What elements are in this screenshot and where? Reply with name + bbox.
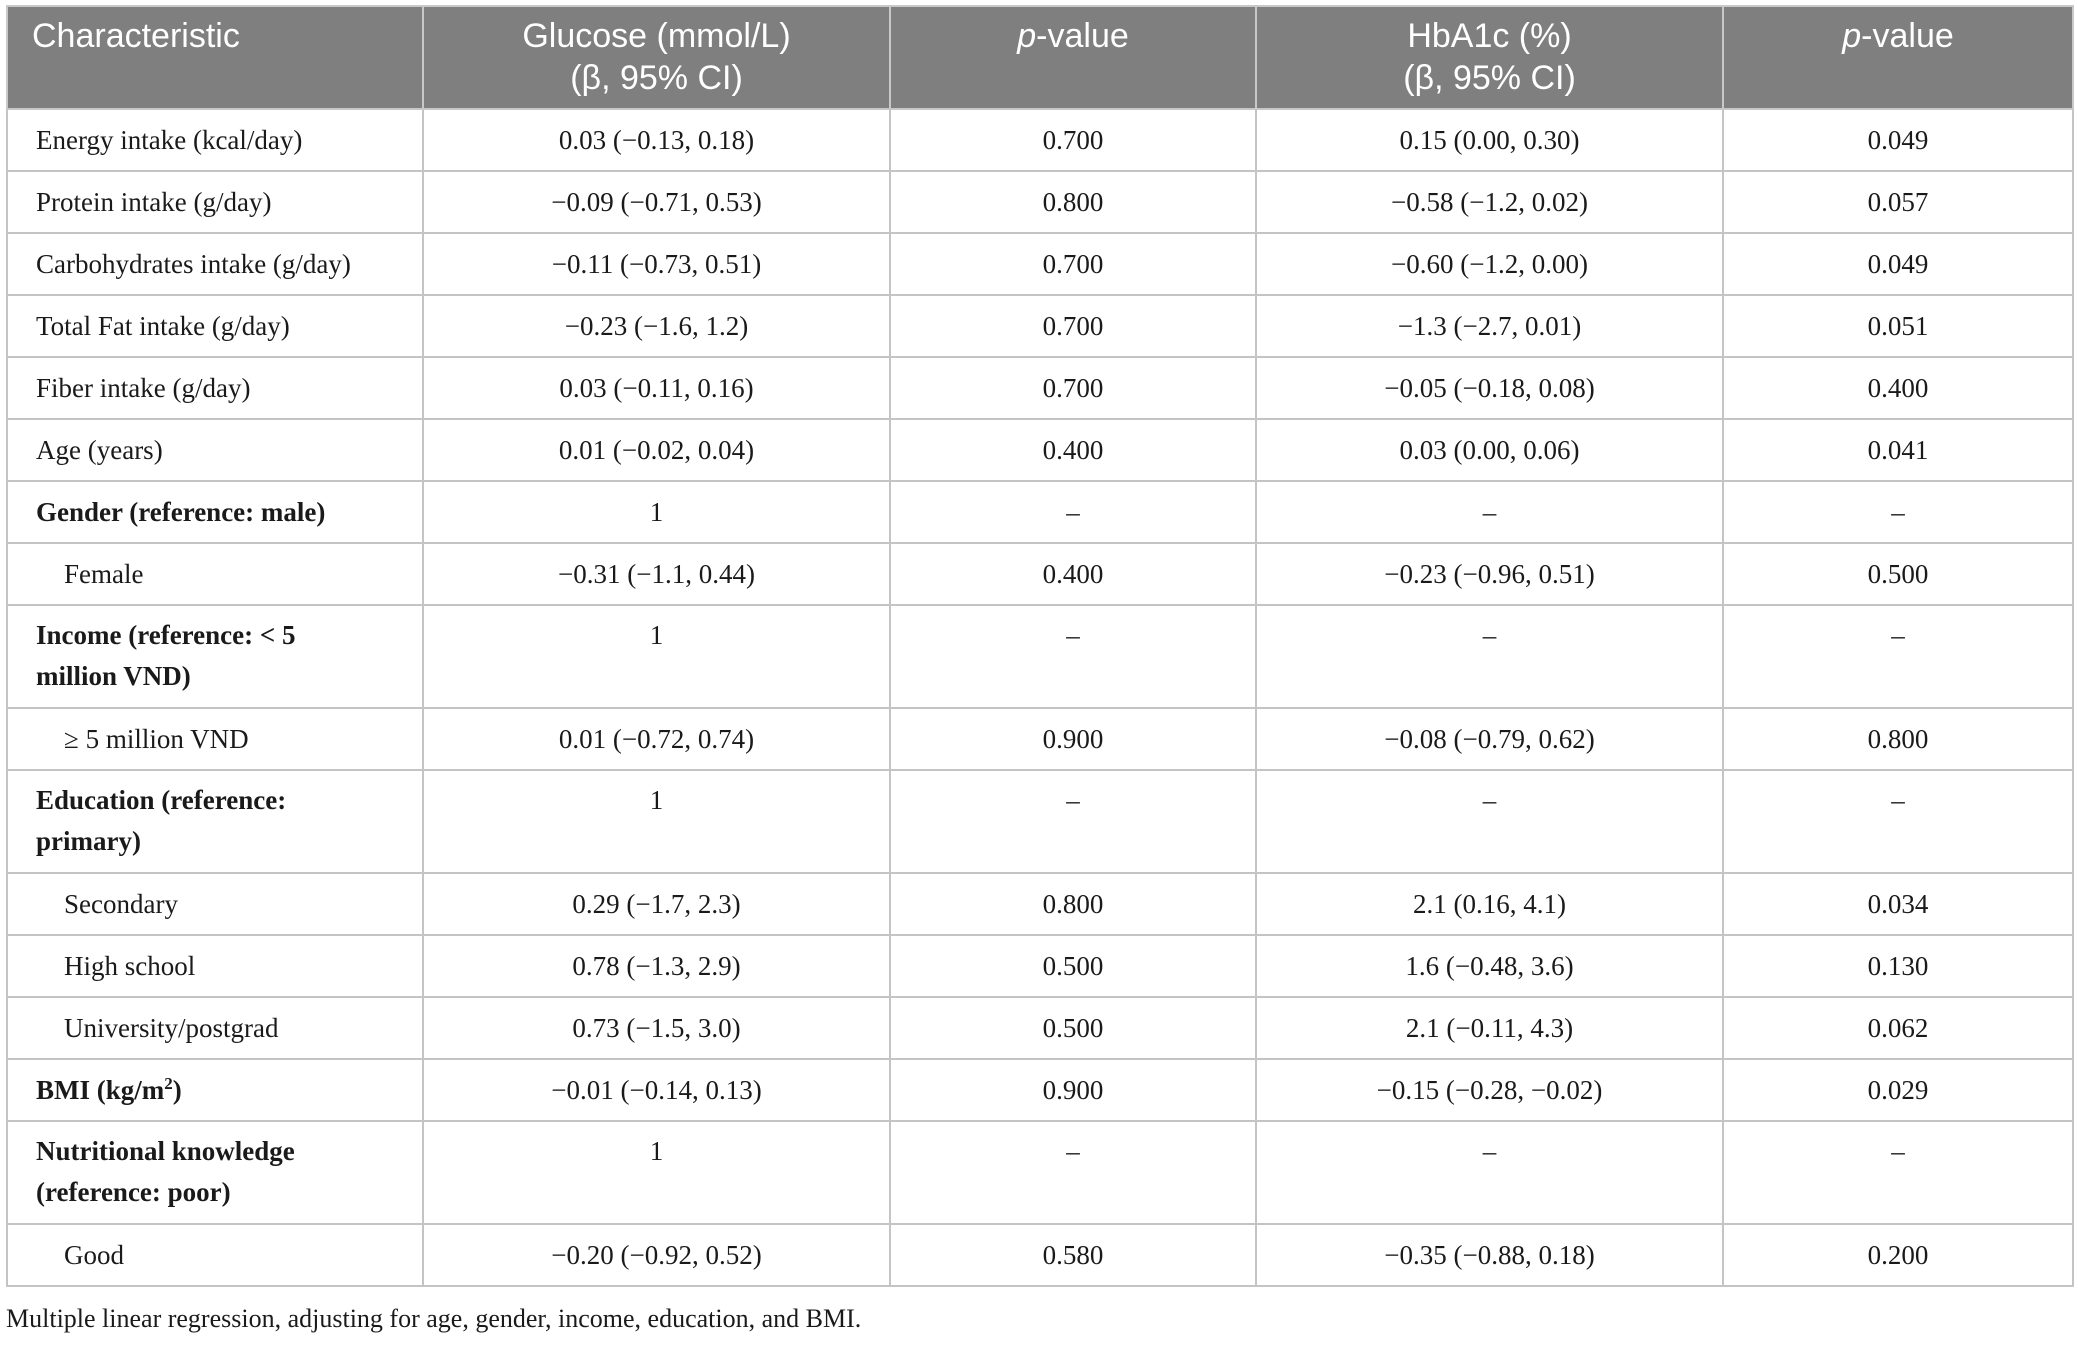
hba1c-pvalue-cell: 0.034 [1723,873,2073,935]
glucose-pvalue-cell: 0.900 [890,1059,1256,1121]
row-label-end: ) [172,1074,182,1105]
glucose-cell: −0.09 (−0.71, 0.53) [423,171,890,233]
table-row-group-header [7,1059,2073,1121]
row-label: Total Fat intake (g/day) [7,295,423,357]
hba1c-pvalue-cell: 0.049 [1723,233,2073,295]
row-label-line2: (reference: poor) [36,1177,231,1207]
hba1c-pvalue-cell: – [1723,1121,2073,1224]
glucose-cell: 1 [423,605,890,708]
table-row [7,171,2073,233]
glucose-cell: −0.20 (−0.92, 0.52) [423,1224,890,1286]
hba1c-cell: 1.6 (−0.48, 3.6) [1256,935,1723,997]
hba1c-cell: −0.08 (−0.79, 0.62) [1256,708,1723,770]
row-label: ≥ 5 million VND [7,708,423,770]
glucose-cell: 0.78 (−1.3, 2.9) [423,935,890,997]
header-pvalue-italic: p [1842,17,1862,55]
header-hba1c [1256,6,1723,109]
hba1c-cell: −0.15 (−0.28, −0.02) [1256,1059,1723,1121]
hba1c-cell: −0.05 (−0.18, 0.08) [1256,357,1723,419]
glucose-cell: −0.23 (−1.6, 1.2) [423,295,890,357]
hba1c-cell: −0.35 (−0.88, 0.18) [1256,1224,1723,1286]
table-footnote: Multiple linear regression, adjusting for age, gender, income, education, and BMI. [6,1304,862,1333]
row-label-line1: Income (reference: < 5 [36,620,296,650]
table-row [7,708,2073,770]
hba1c-pvalue-cell: 0.400 [1723,357,2073,419]
regression-table [6,5,2074,1287]
hba1c-pvalue-cell: 0.057 [1723,171,2073,233]
hba1c-pvalue-cell: 0.130 [1723,935,2073,997]
table-row-group-header [7,605,2073,708]
row-label [7,605,423,708]
hba1c-cell: – [1256,770,1723,873]
table-row [7,873,2073,935]
table-row [7,357,2073,419]
glucose-pvalue-cell: 0.580 [890,1224,1256,1286]
header-glucose-line1: Glucose (mmol/L) [522,17,791,55]
hba1c-pvalue-cell: – [1723,481,2073,543]
row-label-text: BMI (kg/m [36,1074,165,1105]
glucose-pvalue-cell: 0.700 [890,109,1256,171]
header-glucose-line2: (β, 95% CI) [570,59,743,97]
table-header-row [7,6,2073,109]
table-row [7,295,2073,357]
row-label: Female [7,543,423,605]
glucose-pvalue-cell: 0.500 [890,935,1256,997]
row-label: Gender (reference: male) [7,481,423,543]
header-pvalue-rest: -value [1036,17,1129,55]
row-label-line2: primary) [36,826,141,856]
glucose-cell: −0.11 (−0.73, 0.51) [423,233,890,295]
header-hba1c-line1: HbA1c (%) [1407,17,1572,55]
table-row [7,419,2073,481]
glucose-cell: 0.03 (−0.11, 0.16) [423,357,890,419]
table-row [7,233,2073,295]
row-label: Carbohydrates intake (g/day) [7,233,423,295]
row-label: University/postgrad [7,997,423,1059]
header-hba1c-line2: (β, 95% CI) [1403,59,1576,97]
row-label: Good [7,1224,423,1286]
glucose-pvalue-cell: – [890,605,1256,708]
glucose-cell: 0.01 (−0.72, 0.74) [423,708,890,770]
glucose-cell: 0.29 (−1.7, 2.3) [423,873,890,935]
table-container [6,5,2072,1287]
glucose-pvalue-cell: 0.800 [890,873,1256,935]
hba1c-cell: 0.03 (0.00, 0.06) [1256,419,1723,481]
glucose-pvalue-cell: 0.400 [890,543,1256,605]
table-row-group-header [7,770,2073,873]
hba1c-pvalue-cell: 0.062 [1723,997,2073,1059]
row-label: Secondary [7,873,423,935]
row-label [7,1121,423,1224]
table-row [7,543,2073,605]
hba1c-pvalue-cell: – [1723,770,2073,873]
glucose-pvalue-cell: 0.800 [890,171,1256,233]
hba1c-cell: – [1256,481,1723,543]
glucose-cell: 0.03 (−0.13, 0.18) [423,109,890,171]
header-characteristic-text: Characteristic [32,17,240,55]
header-pvalue-rest: -value [1861,17,1954,55]
hba1c-cell: −0.60 (−1.2, 0.00) [1256,233,1723,295]
table-row-group-header [7,1121,2073,1224]
row-label: Age (years) [7,419,423,481]
glucose-pvalue-cell: 0.700 [890,233,1256,295]
glucose-pvalue-cell: 0.700 [890,357,1256,419]
hba1c-pvalue-cell: 0.500 [1723,543,2073,605]
header-glucose-pvalue [890,6,1256,109]
hba1c-pvalue-cell: 0.051 [1723,295,2073,357]
glucose-pvalue-cell: 0.900 [890,708,1256,770]
table-row [7,1224,2073,1286]
glucose-pvalue-cell: 0.500 [890,997,1256,1059]
hba1c-pvalue-cell: – [1723,605,2073,708]
header-hba1c-pvalue [1723,6,2073,109]
header-glucose [423,6,890,109]
row-label: High school [7,935,423,997]
glucose-cell: 0.73 (−1.5, 3.0) [423,997,890,1059]
row-label [7,1059,423,1121]
glucose-cell: −0.31 (−1.1, 0.44) [423,543,890,605]
hba1c-pvalue-cell: 0.049 [1723,109,2073,171]
glucose-pvalue-cell: 0.400 [890,419,1256,481]
glucose-pvalue-cell: 0.700 [890,295,1256,357]
header-pvalue-italic: p [1017,17,1037,55]
row-label-line1: Nutritional knowledge [36,1136,295,1166]
hba1c-cell: −0.23 (−0.96, 0.51) [1256,543,1723,605]
table-row [7,109,2073,171]
hba1c-cell: −0.58 (−1.2, 0.02) [1256,171,1723,233]
row-label-line1: Education (reference: [36,785,287,815]
hba1c-pvalue-cell: 0.800 [1723,708,2073,770]
hba1c-pvalue-cell: 0.029 [1723,1059,2073,1121]
hba1c-cell: – [1256,1121,1723,1224]
glucose-pvalue-cell: – [890,770,1256,873]
hba1c-pvalue-cell: 0.200 [1723,1224,2073,1286]
superscript: 2 [164,1073,173,1093]
row-label-line2: million VND) [36,661,191,691]
row-label: Fiber intake (g/day) [7,357,423,419]
table-row-group-header [7,481,2073,543]
header-characteristic [7,6,423,109]
hba1c-pvalue-cell: 0.041 [1723,419,2073,481]
glucose-cell: −0.01 (−0.14, 0.13) [423,1059,890,1121]
glucose-cell: 1 [423,481,890,543]
glucose-cell: 1 [423,770,890,873]
row-label: Protein intake (g/day) [7,171,423,233]
glucose-pvalue-cell: – [890,481,1256,543]
hba1c-cell: 0.15 (0.00, 0.30) [1256,109,1723,171]
glucose-pvalue-cell: – [890,1121,1256,1224]
table-row [7,935,2073,997]
table-row [7,997,2073,1059]
hba1c-cell: 2.1 (0.16, 4.1) [1256,873,1723,935]
row-label: Energy intake (kcal/day) [7,109,423,171]
glucose-cell: 1 [423,1121,890,1224]
row-label [7,770,423,873]
hba1c-cell: −1.3 (−2.7, 0.01) [1256,295,1723,357]
glucose-cell: 0.01 (−0.02, 0.04) [423,419,890,481]
hba1c-cell: 2.1 (−0.11, 4.3) [1256,997,1723,1059]
hba1c-cell: – [1256,605,1723,708]
